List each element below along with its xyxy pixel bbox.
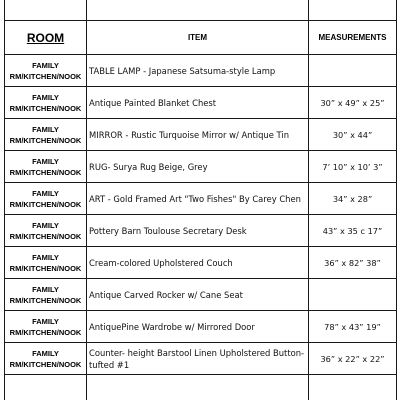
table-top-row (5, 0, 397, 21)
item-cell: Antique Carved Rocker w/ Cane Seat (87, 279, 309, 311)
partial-cell (87, 375, 309, 400)
inventory-table (4, 0, 397, 400)
table-row (5, 183, 397, 215)
measurements-cell: 36” x 22” x 22” (309, 343, 397, 375)
table-row (5, 151, 397, 183)
table-row (5, 55, 397, 87)
item-cell: Counter- height Barstool Linen Upholstered Button-tufted #1 (87, 343, 309, 375)
room-cell (5, 311, 87, 343)
room-name-line1: FAMILY (32, 220, 59, 230)
item-cell: RUG- Surya Rug Beige, Grey (87, 151, 309, 183)
item-cell: TABLE LAMP - Japanese Satsuma-style Lamp (87, 55, 309, 87)
table-row-partial (5, 375, 397, 400)
measurements-cell: 34” x 28” (309, 183, 397, 215)
measurements-cell: 36” x 82” 38” (309, 247, 397, 279)
room-name-line1: FAMILY (32, 284, 59, 294)
table-row (5, 87, 397, 119)
room-cell (5, 87, 87, 119)
item-column-header: ITEM (87, 21, 309, 55)
measurements-cell (309, 279, 397, 311)
room-cell (5, 279, 87, 311)
partial-cell (5, 375, 87, 400)
room-name-line1: FAMILY (32, 124, 59, 134)
top-cell-room (5, 0, 87, 21)
room-name-line2: RM/KITCHEN/NOOK (9, 263, 82, 273)
room-cell (5, 119, 87, 151)
room-name-line2: RM/KITCHEN/NOOK (9, 167, 82, 177)
room-name-line1: FAMILY (32, 316, 59, 326)
item-cell: ART - Gold Framed Art "Two Fishes" By Carey Chen (87, 183, 309, 215)
room-name-line2: RM/KITCHEN/NOOK (9, 359, 82, 369)
partial-cell (309, 375, 397, 400)
room-name-line1: FAMILY (32, 60, 59, 70)
room-name-line2: RM/KITCHEN/NOOK (9, 199, 82, 209)
table-row (5, 119, 397, 151)
item-cell: Pottery Barn Toulouse Secretary Desk (87, 215, 309, 247)
room-column-header: ROOM (5, 21, 87, 55)
room-name-line2: RM/KITCHEN/NOOK (9, 135, 82, 145)
top-cell-item (87, 0, 309, 21)
room-name-line1: FAMILY (32, 348, 59, 358)
measurements-cell (309, 55, 397, 87)
room-cell (5, 247, 87, 279)
table-row (5, 311, 397, 343)
room-cell (5, 55, 87, 87)
table-row (5, 343, 397, 375)
room-cell (5, 183, 87, 215)
room-name-line2: RM/KITCHEN/NOOK (9, 71, 82, 81)
measurements-cell: 43” x 35 c 17” (309, 215, 397, 247)
item-cell: MIRROR - Rustic Turquoise Mirror w/ Antique Tin (87, 119, 309, 151)
room-name-line1: FAMILY (32, 252, 59, 262)
measurements-cell: 7’ 10” x 10’ 3” (309, 151, 397, 183)
measurements-cell: 30” x 49” x 25” (309, 87, 397, 119)
room-name-line1: FAMILY (32, 156, 59, 166)
measurements-cell: 30” x 44” (309, 119, 397, 151)
room-name-line1: FAMILY (32, 92, 59, 102)
room-cell (5, 343, 87, 375)
table-row (5, 279, 397, 311)
room-cell (5, 215, 87, 247)
top-cell-measurements (309, 0, 397, 21)
table-row (5, 215, 397, 247)
room-name-line2: RM/KITCHEN/NOOK (9, 231, 82, 241)
item-cell: Antique Painted Blanket Chest (87, 87, 309, 119)
room-name-line2: RM/KITCHEN/NOOK (9, 295, 82, 305)
item-cell: AntiquePine Wardrobe w/ Mirrored Door (87, 311, 309, 343)
room-name-line2: RM/KITCHEN/NOOK (9, 103, 82, 113)
room-cell (5, 151, 87, 183)
table-header-row (5, 21, 397, 55)
room-name-line1: FAMILY (32, 188, 59, 198)
measurements-cell: 78” x 43” 19” (309, 311, 397, 343)
item-cell: Cream-colored Upholstered Couch (87, 247, 309, 279)
measurements-column-header: MEASUREMENTS (309, 21, 397, 55)
table-row (5, 247, 397, 279)
room-name-line2: RM/KITCHEN/NOOK (9, 327, 82, 337)
